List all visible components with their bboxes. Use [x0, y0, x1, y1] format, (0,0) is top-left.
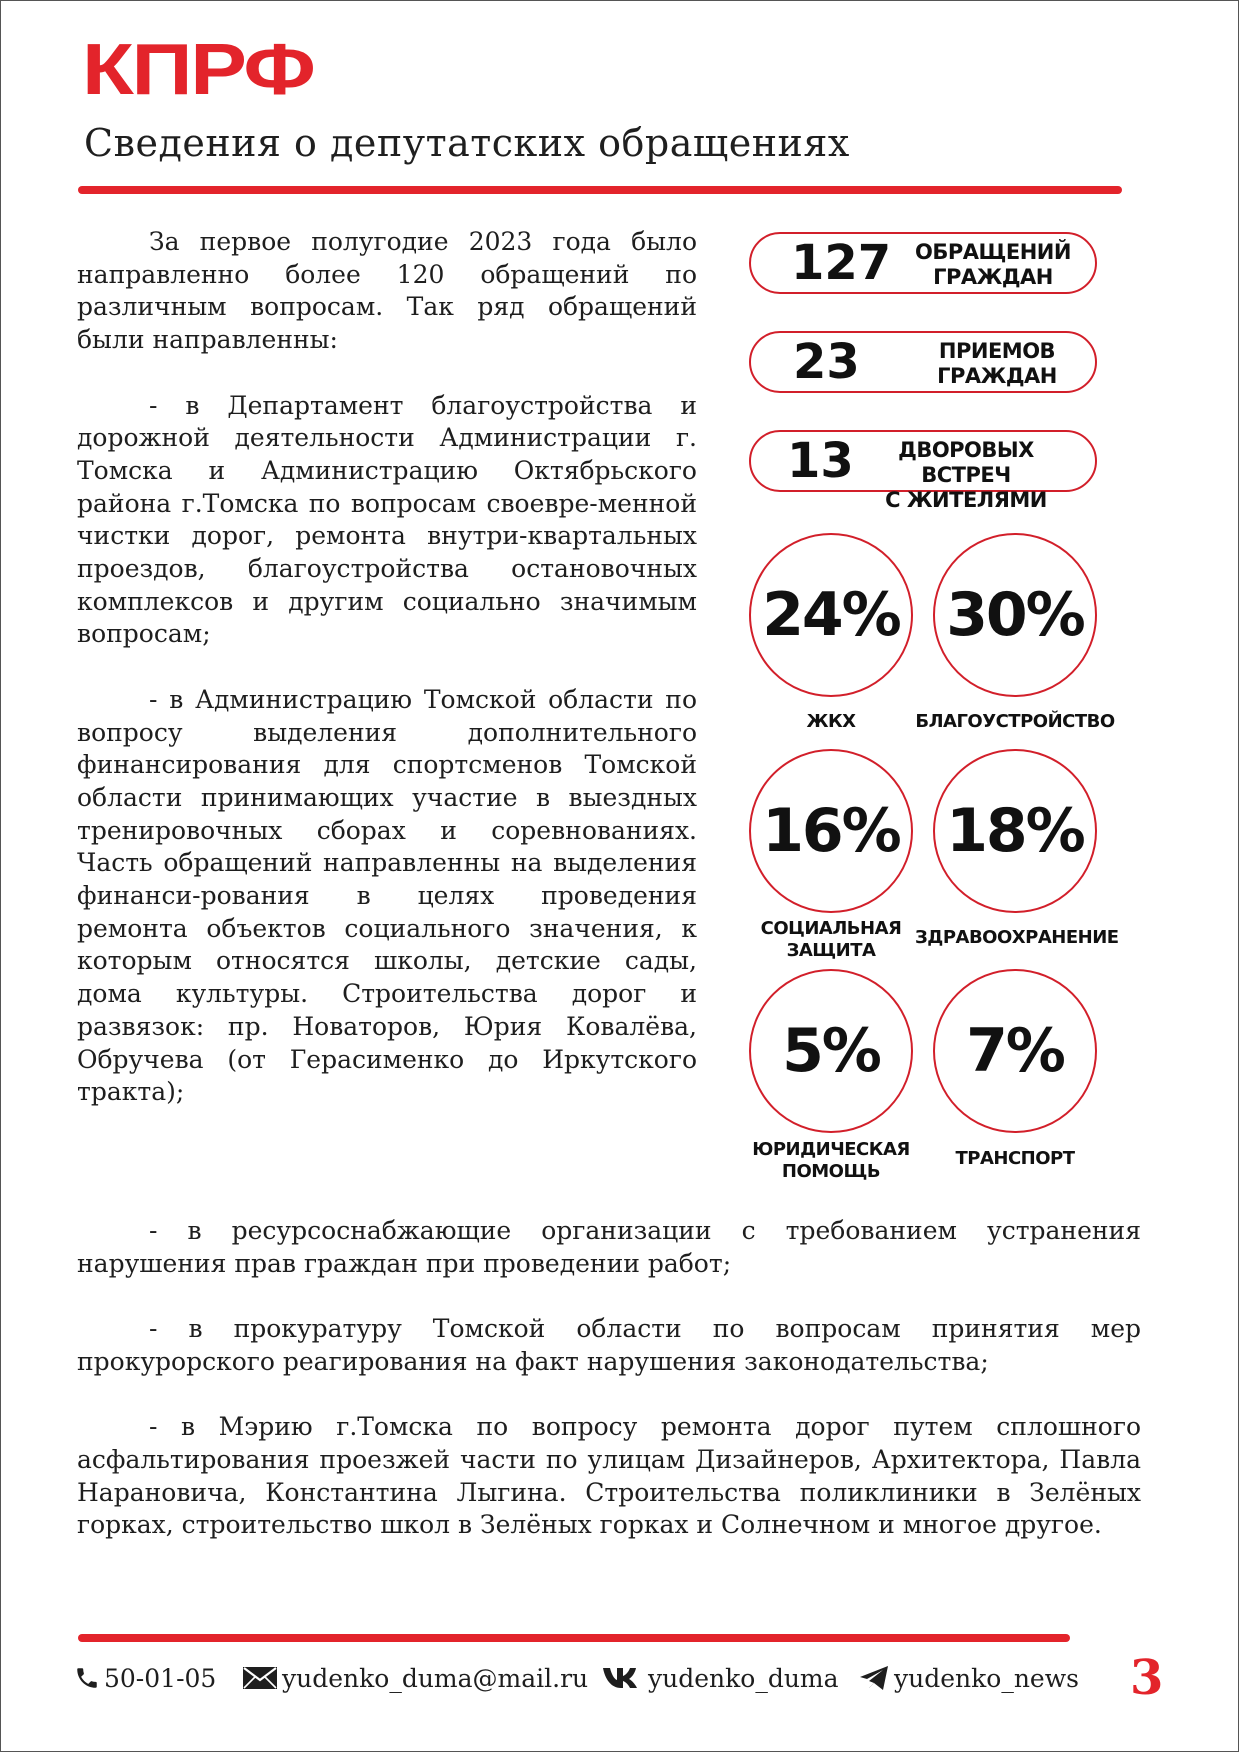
vk-icon — [602, 1665, 644, 1691]
stat-label-line: С ЖИТЕЛЯМИ — [885, 488, 1047, 512]
category-circle-transport: 7% — [933, 969, 1097, 1133]
stat-receptions — [749, 331, 1097, 393]
telegram-icon — [858, 1664, 890, 1692]
category-label-line: ПОМОЩЬ — [781, 1161, 881, 1182]
stat-label-line: ОБРАЩЕНИЙ — [915, 240, 1071, 264]
phone-icon — [74, 1664, 100, 1692]
email-address: yudenko_duma@mail.ru — [282, 1663, 589, 1693]
category-label-line: БЛАГОУСТРОЙСТВО — [915, 711, 1115, 732]
category-label-line: СОЦИАЛЬНАЯ — [760, 918, 902, 939]
paragraph: - в Департамент благоустройства и дорожной деятельности Администрации г. Томска и Администрацию Октябрьского района г.Томска по вопросам своевре-менной чистки дорог, ремонта внутри-квартальных проездов, благоустройства остановочных комплексов и другим социально значимым вопросам; — [77, 390, 697, 649]
top-divider — [78, 186, 1122, 194]
footer-vk[interactable] — [602, 1660, 839, 1696]
footer-phone[interactable] — [74, 1660, 216, 1696]
paragraph: - в ресурсоснабжающие организации с требованием устранения нарушения прав граждан при проведении работ; — [77, 1216, 1141, 1278]
category-circle-housing: 24% — [749, 533, 913, 697]
stat-label — [913, 240, 1073, 290]
category-label-line: ТРАНСПОРТ — [955, 1148, 1075, 1169]
category-label-line: ЗДРАВООХРАНЕНИЕ — [915, 927, 1119, 948]
stat-label-line: ДВОРОВЫХ ВСТРЕЧ — [898, 438, 1034, 487]
bottom-text — [77, 1215, 1141, 1542]
vk-handle: yudenko_duma — [648, 1663, 839, 1693]
bottom-divider — [78, 1634, 1070, 1642]
paragraph: - в Администрацию Томской области по вопросу выделения дополнительного финансирования для спортсменов Томской области принимающих участие в выездных тренировочных сборах и соревнованиях. Часть обращений направленны на выделения финанси-рования в целях проведения ремонта объектов социального значения, к которым относятся школы, детские сады, дома культуры. Строительства дорог и развязок: пр. Новаторов, Юрия Ковалёва, Обручева (от Герасименко до Иркутского тракта); — [77, 684, 697, 1107]
footer — [0, 1660, 1241, 1696]
stat-label-line: ПРИЕМОВ — [938, 339, 1056, 363]
stat-value: 23 — [793, 334, 860, 390]
intro-text — [77, 226, 697, 1109]
mail-icon — [242, 1665, 278, 1691]
phone-number: 50-01-05 — [104, 1663, 217, 1693]
paragraph: - в Мэрию г.Томска по вопросу ремонта дорог путем сплошного асфальтирования проезжей части по улицам Дизайнеров, Архитектора, Павла Нарановича, Константина Лыгина. Строительства поликлиники в Зелёных горках, строительство школ в Зелёных горках и Солнечном и многое другое. — [77, 1412, 1141, 1540]
category-circle-legal: 5% — [749, 969, 913, 1133]
page-title: Сведения о депутатских обращениях — [84, 121, 850, 165]
footer-email[interactable] — [242, 1660, 588, 1696]
category-circle-improvement: 30% — [933, 533, 1097, 697]
paragraph: За первое полугодие 2023 года было направленно более 120 обращений по различным вопросам. Так ряд обращений были направленны: — [77, 227, 697, 355]
category-circle-health: 18% — [933, 749, 1097, 913]
stat-label — [923, 339, 1071, 389]
category-label-line: ЗАЩИТА — [786, 940, 876, 961]
category-label — [731, 918, 931, 962]
category-label — [915, 711, 1115, 733]
stat-label-line: ГРАЖДАН — [933, 265, 1053, 289]
category-label — [915, 1148, 1115, 1170]
page-number: 3 — [1130, 1650, 1164, 1706]
category-circle-social: 16% — [749, 749, 913, 913]
category-label-line: ЮРИДИЧЕСКАЯ — [752, 1139, 910, 1160]
stat-value: 13 — [787, 433, 854, 489]
paragraph: - в прокуратуру Томской области по вопросам принятия мер прокурорского реагирования на факт нарушения законодательства; — [77, 1314, 1141, 1376]
stat-value: 127 — [791, 235, 892, 291]
stat-label-line: ГРАЖДАН — [937, 364, 1057, 388]
footer-telegram[interactable] — [858, 1660, 1079, 1696]
stat-label — [853, 438, 1079, 513]
stat-appeals — [749, 232, 1097, 294]
category-label-line: ЖКХ — [806, 711, 856, 732]
party-logo: КПРФ — [82, 30, 314, 110]
category-label — [915, 927, 1119, 949]
category-label — [731, 711, 931, 733]
stat-yard-meetings — [749, 430, 1097, 512]
telegram-handle: yudenko_news — [894, 1663, 1079, 1693]
category-label — [731, 1139, 931, 1183]
